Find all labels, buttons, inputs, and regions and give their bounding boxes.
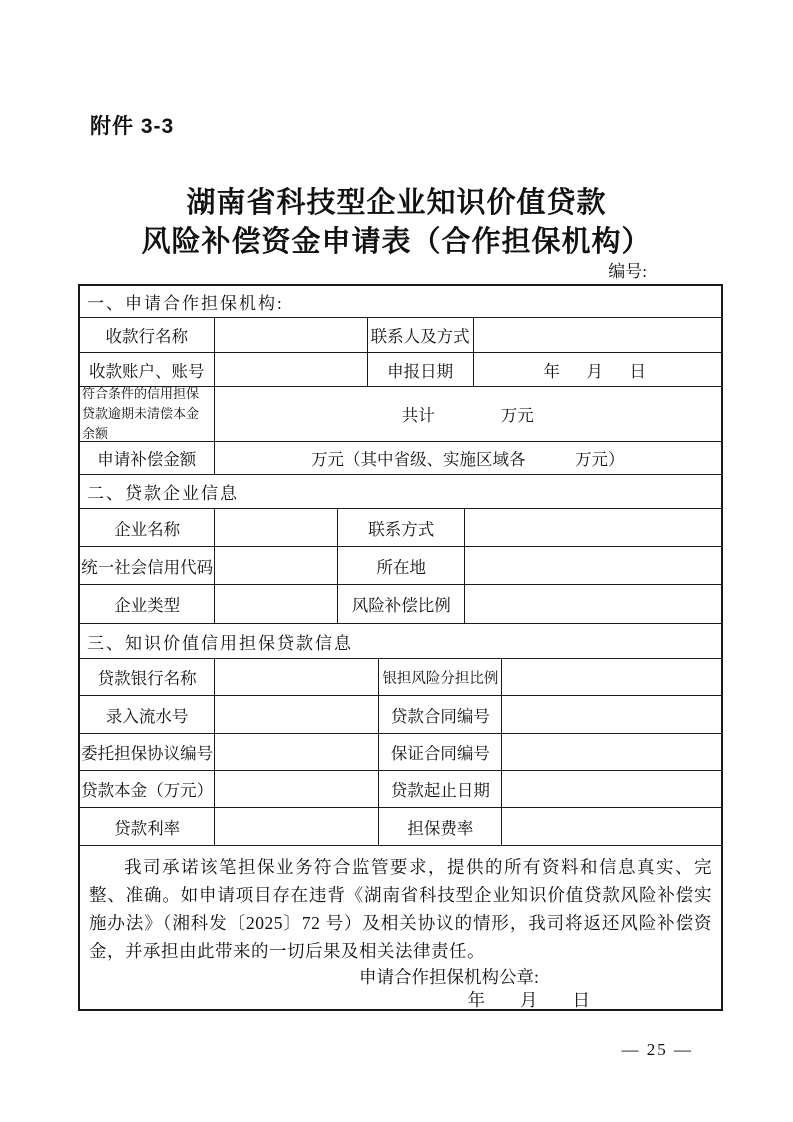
loan-principal-label: 贷款本金（万元）: [80, 771, 215, 808]
enterprise-contact-label: 联系方式: [338, 509, 465, 547]
guarantee-fee-rate-label: 担保费率: [379, 808, 502, 846]
loan-principal-input-cell: [215, 771, 379, 808]
enterprise-type-label: 企业类型: [80, 585, 215, 624]
loan-interest-rate-label: 贷款利率: [80, 808, 215, 846]
enterprise-name-input-cell: [215, 509, 338, 547]
loan-bank-name-label: 贷款银行名称: [80, 659, 215, 696]
section1-header: 一、申请合作担保机构:: [80, 286, 721, 318]
signature-date-line: 年 月 日: [467, 990, 590, 1010]
payee-bank-name-label: 收款行名称: [80, 318, 215, 353]
loan-bank-name-input-cell: [215, 659, 379, 696]
guarantee-contract-number-input-cell: [502, 734, 721, 771]
page-title-line1: 湖南省科技型企业知识价值贷款: [186, 187, 607, 219]
guarantee-contract-number-label: 保证合同编号: [379, 734, 502, 771]
location-label: 所在地: [338, 547, 465, 585]
section2-header: 二、贷款企业信息: [80, 475, 721, 509]
loan-contract-number-input-cell: [502, 696, 721, 734]
bank-guarantee-risk-ratio-label: 银担风险分担比例: [379, 659, 502, 696]
page-title-line2: 风险补偿资金申请表（合作担保机构）: [141, 226, 652, 258]
section-borrower-enterprise: [80, 475, 721, 624]
serial-number-label: 编号:: [608, 262, 647, 281]
section-declaration: [80, 846, 721, 1009]
compensation-amount-label: 申请补偿金额: [80, 442, 215, 475]
credit-code-label: 统一社会信用代码: [80, 547, 215, 585]
enterprise-name-label: 企业名称: [80, 509, 215, 547]
loan-period-input-cell: [502, 771, 721, 808]
enterprise-contact-input-cell: [465, 509, 721, 547]
risk-compensation-ratio-input-cell: [465, 585, 721, 624]
loan-contract-number-label: 贷款合同编号: [379, 696, 502, 734]
compensation-amount-value: 万元（其中省级、实施区域各 万元）: [215, 442, 721, 475]
loan-period-label: 贷款起止日期: [379, 771, 502, 808]
entrusted-guarantee-agreement-input-cell: [215, 734, 379, 771]
contact-person-label: 联系人及方式: [368, 318, 474, 353]
contact-person-input-cell: [474, 318, 721, 353]
overdue-principal-total-value: 共计 万元: [215, 387, 721, 442]
section3-header: 三、知识价值信用担保贷款信息: [80, 624, 721, 659]
declare-date-placeholder: 年 月 日: [474, 353, 721, 387]
page-number: — 25 —: [621, 1040, 693, 1059]
declare-date-label: 申报日期: [368, 353, 474, 387]
entry-serial-number-label: 录入流水号: [80, 696, 215, 734]
entrusted-guarantee-agreement-label: 委托担保协议编号: [80, 734, 215, 771]
location-input-cell: [465, 547, 721, 585]
payee-account-label: 收款账户、账号: [80, 353, 215, 387]
bank-guarantee-risk-ratio-input-cell: [502, 659, 721, 696]
section-guaranteed-loan-info: [80, 624, 721, 846]
official-seal-line: 申请合作担保机构公章:: [359, 967, 539, 987]
entry-serial-number-input-cell: [215, 696, 379, 734]
loan-interest-rate-input-cell: [215, 808, 379, 846]
overdue-principal-label: 符合条件的信用担保贷款逾期未清偿本金余额: [80, 387, 215, 442]
section-applicant-institution: [80, 286, 721, 475]
guarantee-fee-rate-input-cell: [502, 808, 721, 846]
payee-account-input-cell: [215, 353, 368, 387]
page-title: [0, 184, 793, 262]
application-form-table: [78, 284, 723, 1011]
declaration-cell: [80, 846, 721, 1009]
enterprise-type-input-cell: [215, 585, 338, 624]
credit-code-input-cell: [215, 547, 338, 585]
attachment-label: 附件 3-3: [90, 115, 175, 138]
declaration-text: 我司承诺该笔担保业务符合监管要求，提供的所有资料和信息真实、完整、准确。如申请项目存在违背《湖南省科技型企业知识价值贷款风险补偿实施办法》（湘科发〔2025〕72 号）及相关协议的情形，我司将返还风险补偿资金，并承担由此带来的一切后果及相关法律责任。: [89, 857, 712, 961]
payee-bank-name-input-cell: [215, 318, 368, 353]
risk-compensation-ratio-label: 风险补偿比例: [338, 585, 465, 624]
